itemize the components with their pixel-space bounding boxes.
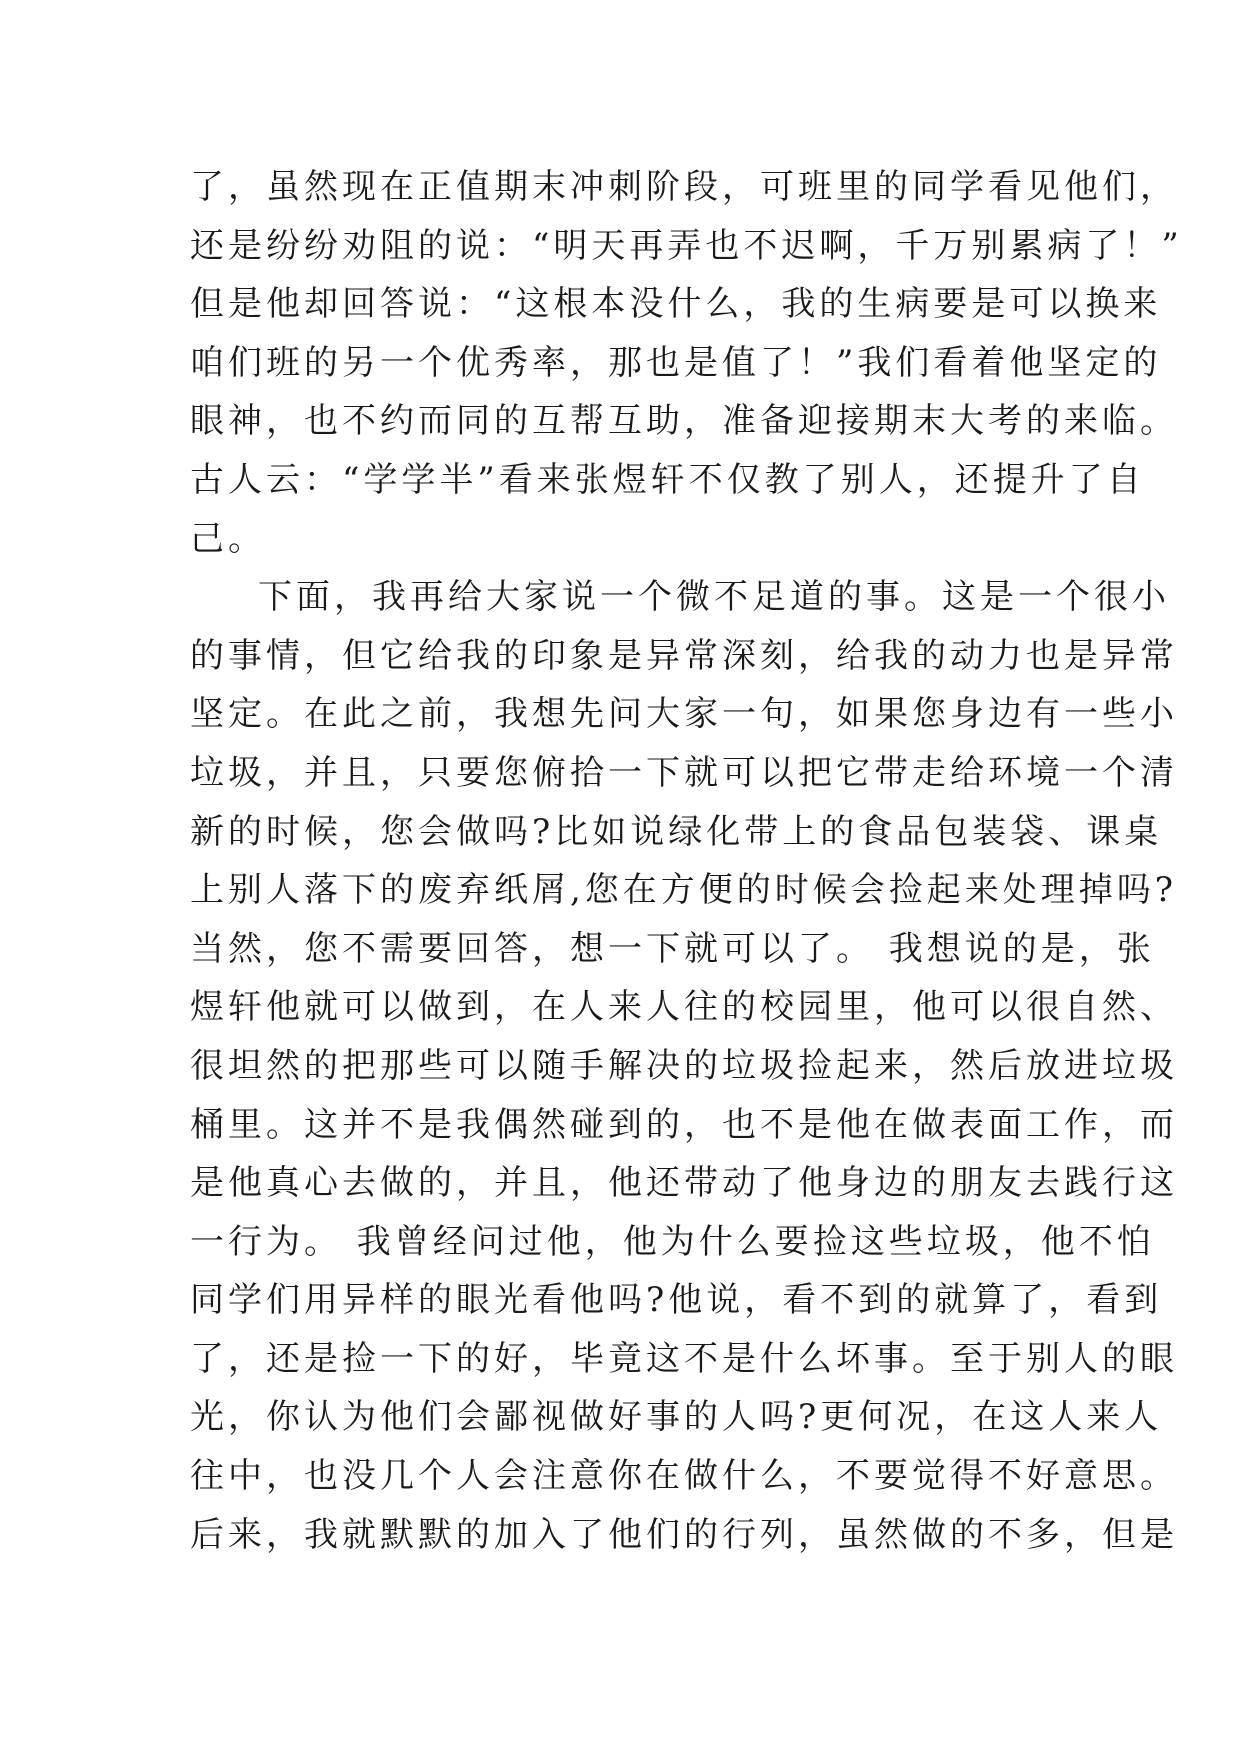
paragraph-line: 光，你认为他们会鄙视做好事的人吗?更何况，在这人来人 — [190, 1397, 1163, 1438]
paragraph-line: 咱们班的另一个优秀率，那也是值了！”我们看着他坚定的 — [190, 342, 1162, 383]
paragraph-line: 了，虽然现在正值期末冲刺阶段，可班里的同学看见他们， — [190, 167, 1178, 207]
paragraph-line: 一行为。 我曾经问过他，他为什么要捡这些垃圾，他不怕 — [190, 1221, 1155, 1262]
paragraph-line: 同学们用异样的眼光看他吗?他说，看不到的就算了，看到 — [190, 1280, 1163, 1321]
paragraph-line: 坚定。在此之前，我想先问大家一句，如果您身边有一些小 — [190, 694, 1178, 735]
paragraph-line: 但是他却回答说：“这根本没什么，我的生病要是可以换来 — [190, 284, 1162, 325]
paragraph-line: 往中，也没几个人会注意你在做什么，不要觉得不好意思。 — [190, 1456, 1178, 1497]
paragraph-line: 是他真心去做的，并且，他还带动了他身边的朋友去践行这 — [190, 1163, 1178, 1204]
paragraph-line: 垃圾，并且，只要您俯拾一下就可以把它带走给环境一个清 — [190, 752, 1178, 793]
paragraph-line: 后来，我就默默的加入了他们的行列，虽然做的不多，但是 — [190, 1514, 1178, 1555]
paragraph-line: 桶里。这并不是我偶然碰到的，也不是他在做表面工作，而 — [190, 1104, 1178, 1145]
paragraph-2 — [190, 568, 1178, 1564]
paragraph-line: 很坦然的把那些可以随手解决的垃圾捡起来，然后放进垃圾 — [190, 1045, 1178, 1086]
paragraph-line: 的事情，但它给我的印象是异常深刻，给我的动力也是异常 — [190, 635, 1178, 676]
document-body — [190, 158, 1183, 1564]
paragraph-line: 新的时候，您会做吗?比如说绿化带上的食品包装袋、课桌 — [190, 811, 1163, 852]
paragraph-line: 还是纷纷劝阻的说：“明天再弄也不迟啊，千万别累病了！” — [190, 225, 1183, 266]
paragraph-line: 下面，我再给大家说一个微不足道的事。这是一个很小 — [258, 577, 1170, 618]
paragraph-line: 眼神，也不约而同的互帮互助，准备迎接期末大考的来临。 — [190, 401, 1178, 442]
paragraph-line: 古人云：“学学半”看来张煜轩不仅教了别人，还提升了自 — [190, 459, 1145, 500]
paragraph-line: 己。 — [190, 518, 266, 559]
paragraph-line: 上别人落下的废弃纸屑,您在方便的时候会捡起来处理掉吗? — [190, 870, 1178, 911]
paragraph-line: 了，还是捡一下的好，毕竟这不是什么坏事。至于别人的眼 — [190, 1338, 1178, 1379]
paragraph-line: 煜轩他就可以做到，在人来人往的校园里，他可以很自然、 — [190, 987, 1178, 1028]
paragraph-1 — [190, 158, 1183, 568]
paragraph-line: 当然，您不需要回答，想一下就可以了。 我想说的是，张 — [190, 928, 1155, 969]
